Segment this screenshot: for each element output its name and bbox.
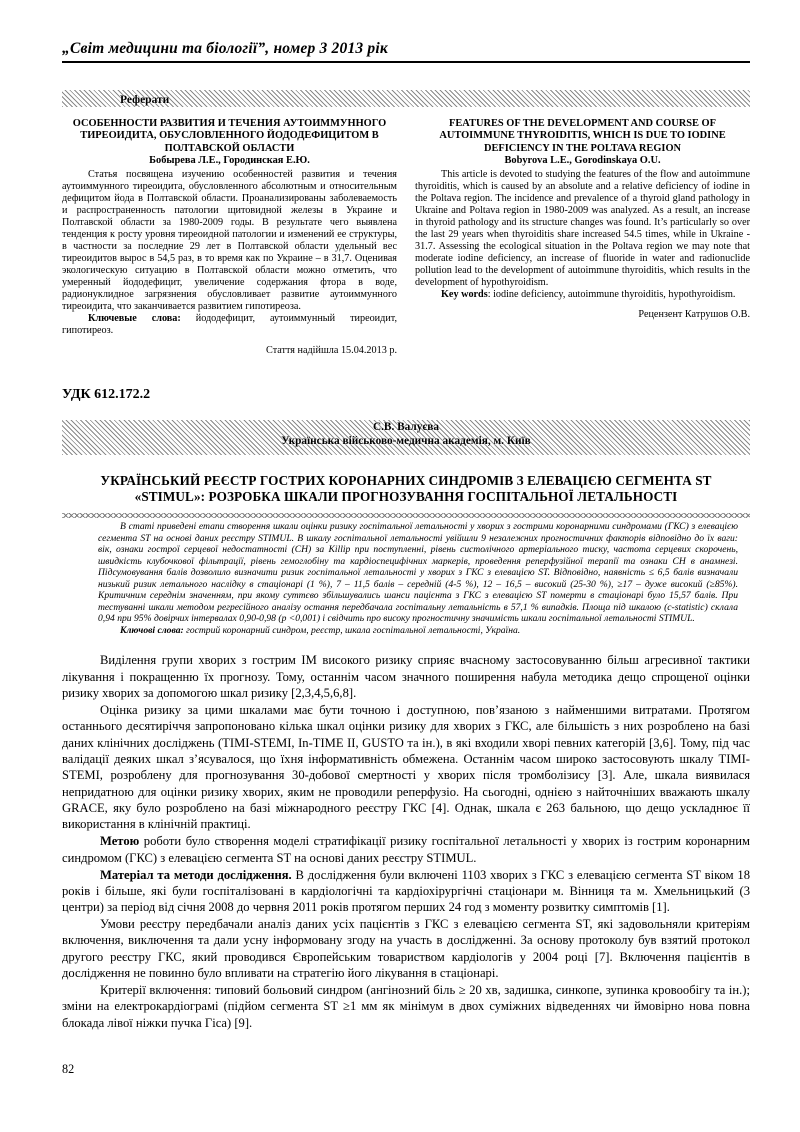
body-paragraph (62, 702, 750, 833)
article-title (62, 473, 750, 505)
article-body (62, 652, 750, 1031)
article-abstract-text: В статі приведені етапи створення шкали оцінки ризику госпітальної летальності у хворих з гострими коронарними синдромами (ГКС) з елевацією сегмента ST на основі даних реєстру STIMUL. В шкалу госпітальної летальності увійшли 9 незалежних прогностичних факторів відповідно до їх ваги: вік, ознаки гострої серцевої недостатності (СН) за Killip при поступленні, рівень систолічного артеріального тиску, частота серцевих скорочень, швидкість клубочкової фільтрації, рівень гемоглобіну та кардіоспецифічних маркерів, проведення реперфузійної терапії та ознаки СН в анамнезі. Підсумовування балів дозволило визначити ризик госпітальної летальності у хворих з ГКС з елевацією ST. Відповідно, наявність ≤ 6,5 балів визначали низький ризик летального наслідку в стаціонарі (1 %), 7 – 11,5 балів – середній (4-5 %), 12 – 16,5 – високий (25-30 %), ≥17 – дуже високий (≥85%). Критичним середнім значенням, при якому суттєво збільшувались шанси пацієнта з ГКС з елевацією ST померти в стаціонарі було 15,57 балів. При тестуванні шкали методом регресійного аналізу остання передбачала госпітальну летальність в 57,1 % випадків. Площа під шкалою (c-statistic) склала 0,94 при 95% довірчих інтервалах 0,90-0,98 (p <0,001) і свідчить про високу прогностичну значимість шкали госпітальної летальності STIMUL. (98, 521, 738, 625)
body-paragraph (62, 982, 750, 1031)
body-paragraph-text: Оцінка ризику за цими шкалами має бути точною і доступною, пов’язаною з найменшими витратами. Протягом останнього десятиріччя запропоновано кілька шкал оцінки ризику для хворих з ГКС, але більшість з них розроблено на базі даних клінічних досліджень (TIMI-STEMI, In-TIME II, GUSTO та ін.), в які входили хворі певних категорій [3,6]. Тому, під час валідації деяких шкал з’ясувалося, що їхня інформативність обмежена. Останнім часом широко застосовують шкалу TIMI-STEMI, розроблену для прогнозування 30-добової смертності у хворих після тромболізису [3]. Але, шкала виявилася непридатною для оцінки ризику хворих, яким не проводили реперфузіо. На сьогодні, однією з найточніших вважають шкалу GRACE, яку було розроблено на базі міжнародного реєстру ГКС [4]. Однак, шкала є 263 бальною, що дещо ускладнює її використання в клінічній практиці. (62, 702, 750, 832)
abstract-en-keywords-value: : iodine deficiency, autoimmune thyroiditis, hypothyroidism. (487, 289, 736, 301)
abstract-ru-title: ОСОБЕННОСТИ РАЗВИТИЯ И ТЕЧЕНИЯ АУТОИММУННОГО ТИРЕОИДИТА, ОБУСЛОВЛЕННОГО ЙОДОДЕФИЦИТОМ В ПОЛТАВСКОЙ ОБЛАСТИ (72, 118, 387, 154)
wavy-divider (62, 513, 750, 518)
abstract-en-footer: Рецензент Катрушов О.В. (638, 309, 750, 321)
section-band-referaty (62, 90, 750, 107)
body-paragraph-text: роботи було створення моделі стратифікації ризику госпітальної летальності у хворих із гострим коронарним синдромом (ГКС) з елевацією сегмента ST на основі даних реєстру STIMUL. (62, 834, 750, 865)
abstract-column-ru (62, 118, 397, 357)
abstract-en-keywords-label: Key words (441, 289, 488, 301)
article-keywords-value: гострий коронарний синдром, реєстр, шкала госпітальної летальності, Україна. (183, 624, 521, 636)
body-paragraph-text: Критерії включення: типовий больовий синдром (ангінозний біль ≥ 20 хв, задишка, синкопе, зупинка кровообігу та ін.); зміни на електрокардіограмі (підйом сегмента ST ≥1 мм як мінімум в двох суміжних відведеннях чи ймовірно нова повна блокада лівої ніжки пучка Гіса) [9]. (62, 983, 750, 1030)
body-paragraph-lead: Матеріал та методи дослідження. (100, 867, 292, 882)
article-keywords-label: Ключові слова: (120, 624, 184, 636)
abstract-en-authors: Bobyrova L.E., Gorodinskaya O.U. (504, 155, 661, 167)
abstract-en-body: This article is devoted to studying the features of the flow and autoimmune thyroiditis, which is caused by an absolute and a relative deficiency of iodine in the Poltava region. The incidence and prevalence of a thyroid gland pathology in Ukraine and Poltava region in 1980-2009 was analyzed. As a result, an increase in thyroid pathology and its structure changes was found. It’s particularly so over the last 29 years when thyroiditis share increased 54.5 times, while in Ukraine - 31.7. Assessing the ecological situation in the Poltava region we may note that moderate iodine deficiency, an increase of fluoride in water and radionuclide pollution lead to the development of autoimmune thyroiditis, which results in the development of hypothyroidism. (415, 168, 750, 288)
page-content (62, 40, 750, 1032)
body-paragraph-text: В дослідження були включені 1103 хворих з ГКС з елевацією сегмента ST віком 18 років і більше, які були госпіталізовані в кардіологічні та кардіохірургічні стаціонари м. Вінниця та м. Хмельницький (3 центри) за період від січня 2008 до червня 2011 років протягом перших 24 год з моменту розвитку симптомів [1]. (62, 867, 750, 915)
body-paragraph-lead: Метою (100, 834, 140, 849)
article-title-line-2: «STIMUL»: РОЗРОБКА ШКАЛИ ПРОГНОЗУВАННЯ ГОСПІТАЛЬНОЇ ЛЕТАЛЬНОСТІ (134, 489, 678, 505)
body-paragraph (62, 652, 750, 701)
abstract-ru-footer: Стаття надійшла 15.04.2013 р. (266, 345, 397, 357)
abstract-ru-keywords-value: йододефицит, аутоиммунный тиреоидит, гипотиреоз. (62, 313, 397, 337)
running-head: „Світ медицини та біології”, номер 3 2013 рік (62, 40, 388, 57)
udc-code: УДК 612.172.2 (62, 387, 151, 403)
author-band (62, 420, 750, 455)
abstract-ru-body: Статья посвящена изучению особенностей развития и течения аутоиммунного тиреоидита, обусловленного абсолютным и относительным дефицитом йода в Полтавской области. Проанализированы заболеваемость и распространенность патологии щитовидной железы в Украине и Полтавской области за 1980-2009 годы. В результате чего выявлена тенденция к росту уровня тиреоидной патологии и изменений ее структуры, в частности за последние 29 лет в Полтавской области удельный вес тиреоидитов вырос в 54,5 раз, в то время как по Украине – в 31,7. Оценивая экологическую ситуацию в Полтавской области можно отметить, что умеренный йододефицит, увеличение содержания фтора в воде, радионуклидное загрязнения обусловливает развитие аутоиммунного тиреоидита, что заканчивается развитием гипотиреоза. (62, 168, 397, 313)
abstract-en-title: FEATURES OF THE DEVELOPMENT AND COURSE OF AUTOIMMUNE THYROIDITIS, WHICH IS DUE TO IODINE DEFICIENCY IN THE POLTAVA REGION (439, 118, 726, 154)
header-rule (62, 61, 750, 63)
article-title-line-1: УКРАЇНСЬКИЙ РЕЄСТР ГОСТРИХ КОРОНАРНИХ СИНДРОМІВ З ЕЛЕВАЦІЄЮ СЕГМЕНТА ST (100, 473, 712, 489)
abstract-ru-authors: Бобырева Л.Е., Городинская Е.Ю. (149, 155, 310, 167)
article-abstract (62, 521, 750, 636)
body-paragraph (62, 916, 750, 981)
abstract-column-en (415, 118, 750, 357)
article-author: С.В. Валуєва (372, 421, 440, 434)
article-affiliation: Українська військово-медична академія, м. Київ (281, 434, 531, 447)
page-number: 82 (62, 1062, 75, 1076)
body-paragraph-text: Виділення групи хворих з гострим ІМ високого ризику сприяє вчасному застосовуванню більш агресивної тактики лікування і покращенню їх прогнозу. Тому, останнім часом значного поширення набула методика дещо спрощеної оцінки ризику хворих за допомогою шкал ризику [2,3,4,5,6,8]. (62, 653, 750, 701)
abstract-en-keywords (415, 289, 750, 301)
body-paragraph-text: Умови реєстру передбачали аналіз даних усіх пацієнтів з ГКС з елевацією сегмента ST, які задовольняли критеріям включення, виключення та дали усну інформовану згоду на участь в дослідженні. За основу протоколу був взятий протокол другого реєстру ГКС, який проводився Європейським товариством кардіологів у 2004 році [7]. Включення пацієнтів в дослідження не повинно було впливати на стратегію його лікування в стаціонарі. (62, 917, 750, 981)
abstract-columns (62, 118, 750, 357)
article-abstract-keywords (98, 625, 738, 637)
body-paragraph (62, 833, 750, 866)
abstract-ru-keywords (62, 313, 397, 337)
body-paragraph (62, 867, 750, 916)
abstract-ru-keywords-label: Ключевые слова: (88, 313, 181, 325)
section-band-label: Реферати (120, 94, 170, 106)
